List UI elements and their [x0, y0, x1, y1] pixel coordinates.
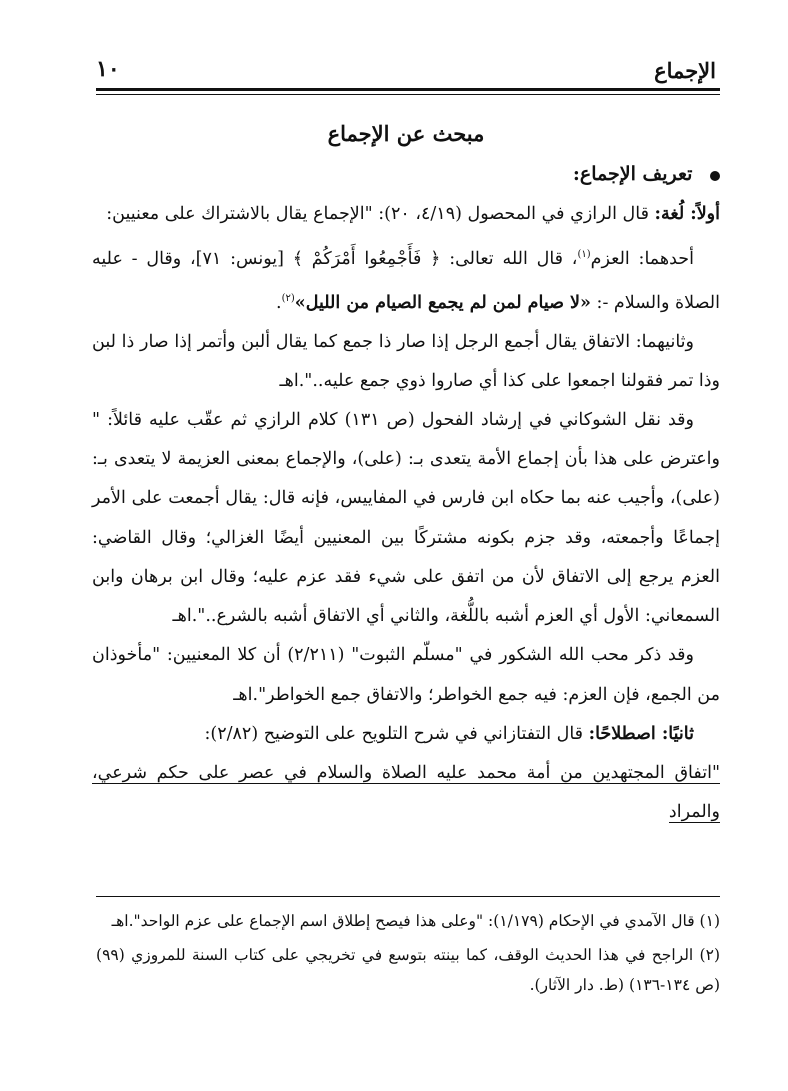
paragraph-second-meaning: وثانيهما: الاتفاق يقال أجمع الرجل إذا صار ذا جمع كما يقال ألبن وأتمر إذا صار ذا لبن وذا تمر فقولنا اجمعوا على كذا أي صاروا ذوي جمع عليه..".اهـ [92, 331, 720, 391]
footnote-2: (٢) الراجح في هذا الحديث الوقف، كما بينته بتوسع في تخريجي على كتاب السنة للمروزي (٩٩) (ص ١٣٤-١٣٦) (ط. دار الآثار). [96, 946, 720, 994]
page-number: ١٠ [96, 56, 120, 82]
paragraph-muhibbullah: وقد ذكر محب الله الشكور في "مسلّم الثبوت" (٢/٢١١) أن كلا المعنيين: "مأخوذان من الجمع، فإن العزم: فيه جمع الخواطر؛ والاتفاق جمع الخواطر".اهـ [92, 645, 720, 705]
label-lughah: أولاً: لُغة: [654, 204, 720, 225]
bullet-heading: تعريف الإجماع: [572, 163, 693, 186]
footnotes [96, 906, 720, 1004]
footnote-rule [96, 896, 720, 897]
running-header [96, 56, 716, 86]
text-lughah: قال الرازي في المحصول (٤/١٩، ٢٠): "الإجماع يقال بالاشتراك على معنيين: [106, 204, 649, 225]
paragraph-first-meaning [92, 235, 720, 323]
header-rule-thin [96, 94, 720, 95]
paragraph-istilahan [92, 715, 720, 754]
hadith-text: «لا صيام لمن لم يجمع الصيام من الليل» [294, 292, 591, 313]
paragraph-lughah [92, 195, 720, 234]
footnote-ref-1[interactable]: (١) [577, 248, 591, 260]
paragraph-shawkani: وقد نقل الشوكاني في إرشاد الفحول (ص ١٣١) كلام الرازي ثم عقّب عليه قائلاً: " واعترض على هذا بأن إجماع الأمة يتعدى بـ: (على)، والإجماع بمعنى العزيمة لا يتعدى بـ: (على)، وأجيب عنه بما حكاه ابن فارس في المفاييس، فإنه قال: يقال أجمعت على الأمر إجماعًا وأجمعته، وقد جزم بكونه مشتركًا بين المعنيين أيضًا الغزالي؛ وقال القاضي: العزم يرجع إلى الاتفاق لأن من اتفق على شيء فقد عزم عليه؛ وقال ابن برهان وابن السمعاني: الأول أي العزم أشبه باللُّغة، والثاني أي الاتفاق أشبه بالشرع..".اهـ [92, 410, 720, 627]
text-ayah: ، قال الله تعالى: ﴿ فَأَجْمِعُوا أَمْرَكُمْ ﴾ [يونس: ٧١]، وقال - عليه الصلاة والسلام -: [92, 248, 720, 313]
header-title: الإجماع [654, 58, 716, 83]
section-title: مبحث عن الإجماع [327, 121, 485, 146]
definition-text: "اتفاق المجتهدين من أمة محمد عليه الصلاة والسلام في عصر على حكم شرعي، والمراد [92, 762, 720, 823]
text-period: . [276, 292, 282, 313]
footnote-1: (١) قال الآمدي في الإحكام (١/١٧٩): "وعلى هذا فيصح إطلاق اسم الإجماع على عزم الواحد".اهـ [111, 912, 720, 930]
bullet-heading-line [92, 155, 720, 195]
footnote-ref-2[interactable]: (٢) [281, 292, 295, 304]
label-istilahan: ثانيًا: اصطلاحًا: [588, 723, 694, 744]
paragraph-definition [92, 754, 720, 832]
text-taftazani: قال التفتازاني في شرح التلويح على التوضيح (٢/٨٢): [204, 723, 584, 744]
main-text [92, 108, 720, 832]
bullet-icon [710, 171, 720, 181]
header-rule-thick [96, 88, 720, 91]
text-azm: أحدهما: العزم [590, 248, 694, 269]
